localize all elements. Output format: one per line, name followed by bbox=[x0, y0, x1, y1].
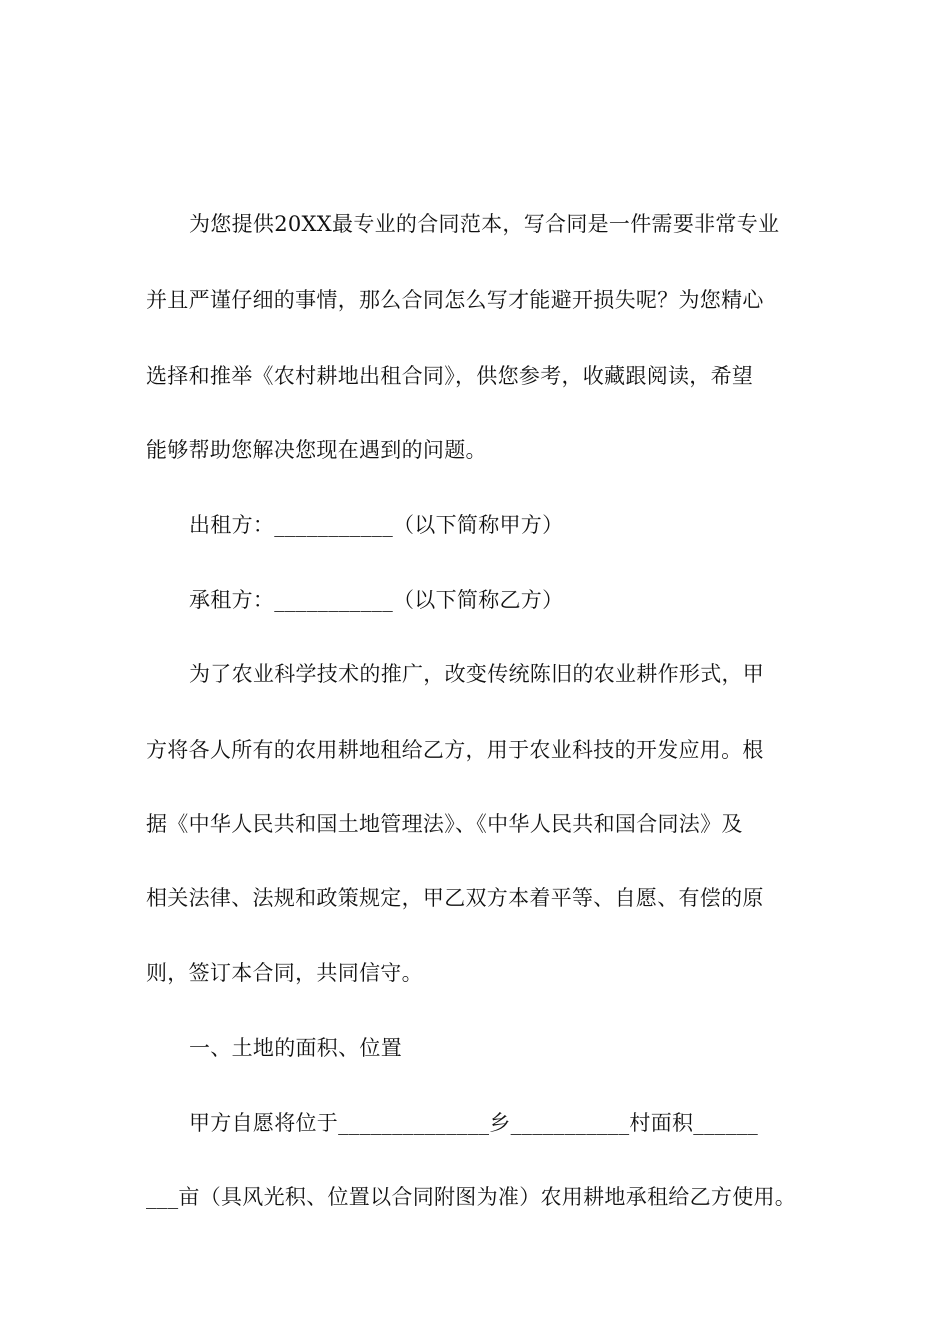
intro-line-1: 为您提供20XX最专业的合同范本，写合同是一件需要非常专业 bbox=[189, 212, 780, 236]
preamble-line-4: 相关法律、法规和政策规定，甲乙双方本着平等、自愿、有偿的原 bbox=[146, 886, 764, 910]
intro-line-4: 能够帮助您解决您现在遇到的问题。 bbox=[146, 438, 487, 462]
preamble-line-1: 为了农业科学技术的推广，改变传统陈旧的农业耕作形式，甲 bbox=[189, 662, 765, 686]
section-heading-1: 一、土地的面积、位置 bbox=[189, 1036, 402, 1060]
preamble-line-3: 据《中华人民共和国土地管理法》、《中华人民共和国合同法》及 bbox=[146, 812, 743, 836]
preamble-line-2: 方将各人所有的农用耕地租给乙方，用于农业科技的开发应用。根 bbox=[146, 738, 764, 762]
lessee-line: 承租方：___________（以下简称乙方） bbox=[189, 588, 564, 612]
section-1-line-2: ___亩（具风光积、位置以合同附图为准）农用耕地承租给乙方使用。 bbox=[146, 1185, 797, 1209]
lessor-line: 出租方：___________（以下简称甲方） bbox=[189, 513, 564, 537]
section-1-line-1: 甲方自愿将位于______________乡___________村面积______ bbox=[189, 1111, 759, 1135]
intro-line-2: 并且严谨仔细的事情，那么合同怎么写才能避开损失呢？为您精心 bbox=[146, 288, 764, 312]
intro-line-3: 选择和推举《农村耕地出租合同》，供您参考，收藏跟阅读，希望 bbox=[146, 364, 754, 388]
preamble-line-5: 则，签订本合同，共同信守。 bbox=[146, 961, 423, 985]
